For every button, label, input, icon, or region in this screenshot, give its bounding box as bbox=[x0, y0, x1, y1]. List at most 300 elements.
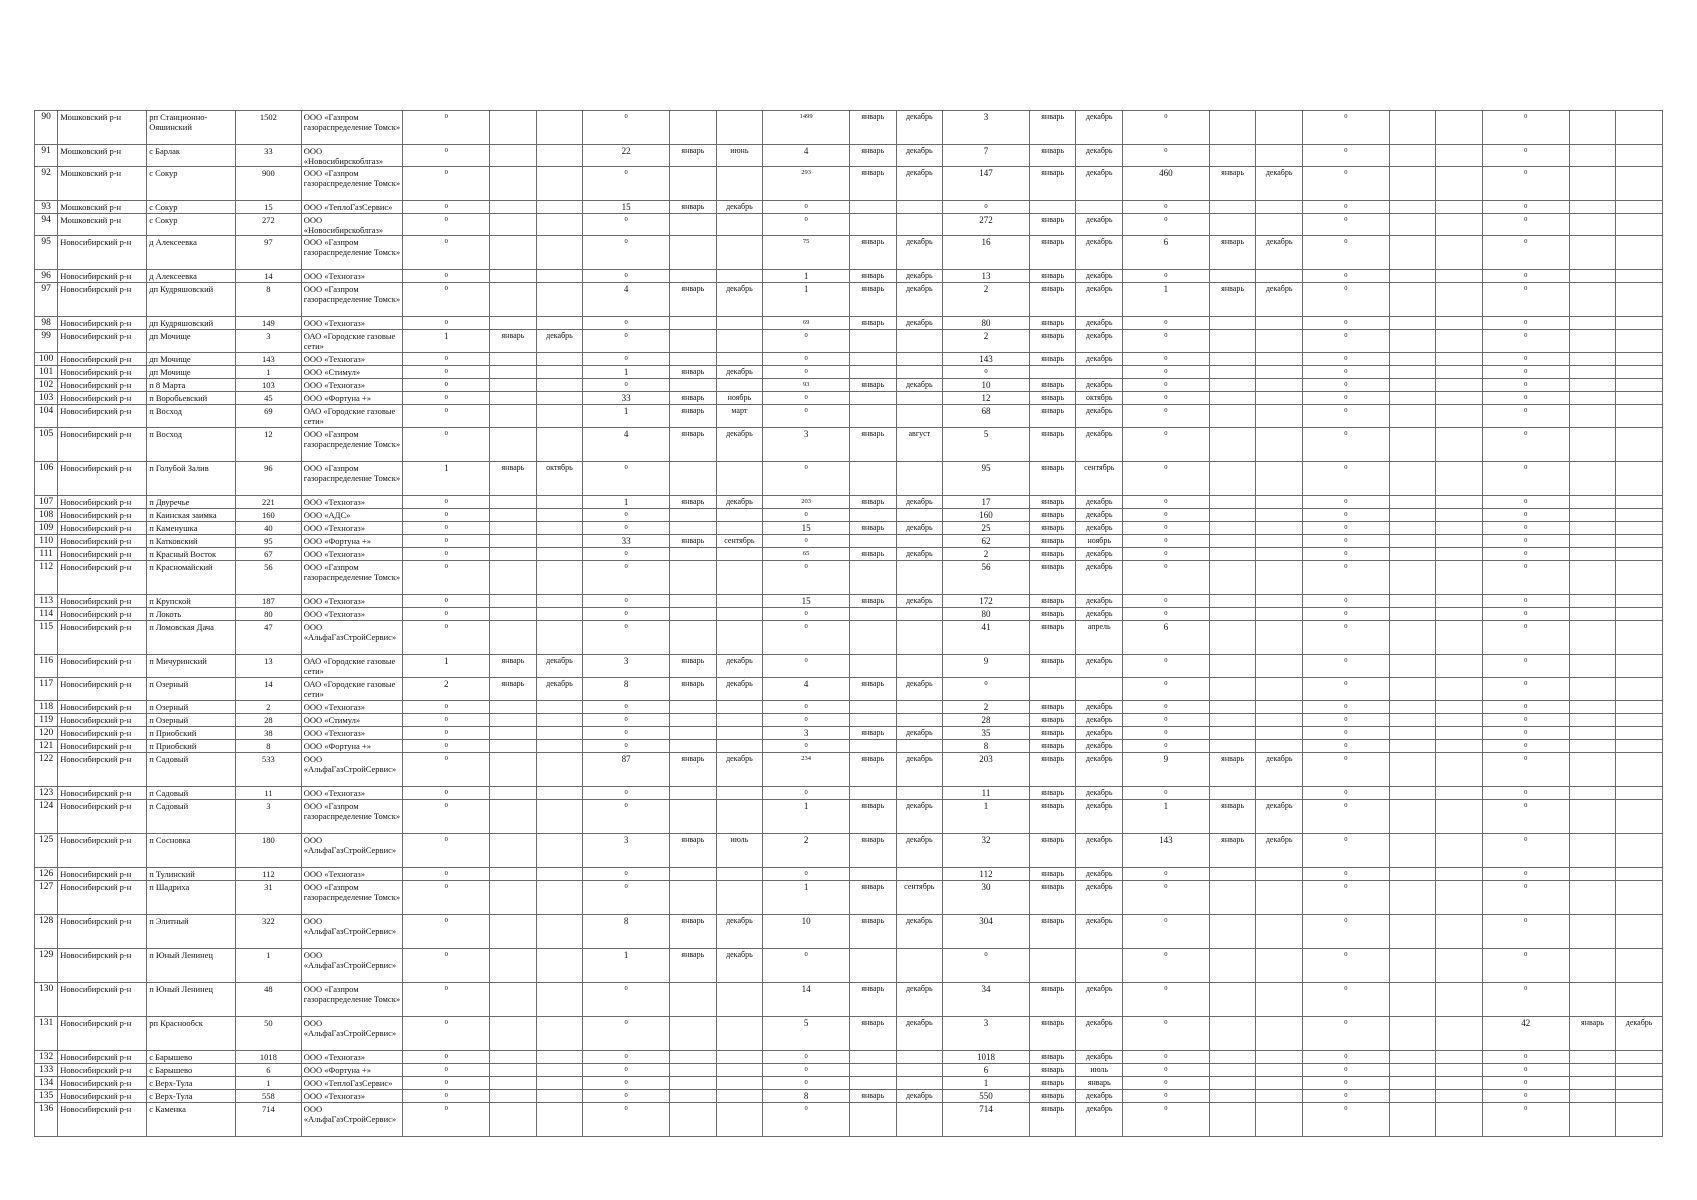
quantity-cell: 1 bbox=[236, 949, 302, 983]
group-1-start-month bbox=[490, 548, 537, 561]
group-2-start-month: январь bbox=[670, 428, 717, 462]
district-cell: Новосибирский р-н bbox=[58, 522, 147, 535]
group-2-end-month bbox=[716, 330, 763, 353]
group-4-value: 68 bbox=[943, 405, 1030, 428]
group-3-start-month bbox=[849, 621, 896, 655]
settlement-cell: рп Станционно-Ояшинский bbox=[147, 111, 236, 145]
group-2-start-month bbox=[670, 548, 717, 561]
group-4-end-month: декабрь bbox=[1076, 428, 1123, 462]
group-6-start-month bbox=[1389, 167, 1436, 201]
row-number: 104 bbox=[35, 405, 58, 428]
group-1-start-month: январь bbox=[490, 678, 537, 701]
group-1-start-month bbox=[490, 753, 537, 787]
group-5-value: 0 bbox=[1123, 608, 1210, 621]
group-6-start-month bbox=[1389, 1051, 1436, 1064]
group-4-end-month: январь bbox=[1076, 1077, 1123, 1090]
group-5-value: 0 bbox=[1123, 983, 1210, 1017]
district-cell: Новосибирский р-н bbox=[58, 1064, 147, 1077]
group-2-value: 33 bbox=[583, 535, 670, 548]
group-5-value: 0 bbox=[1123, 1103, 1210, 1137]
table-row bbox=[35, 727, 1663, 740]
group-2-end-month: июль bbox=[716, 834, 763, 868]
group-5-end-month bbox=[1256, 595, 1303, 608]
group-7-value: 0 bbox=[1482, 330, 1569, 353]
group-7-value: 0 bbox=[1482, 548, 1569, 561]
settlement-cell: п Сосновка bbox=[147, 834, 236, 868]
group-7-end-month bbox=[1616, 800, 1663, 834]
group-2-end-month bbox=[716, 561, 763, 595]
group-5-value: 0 bbox=[1123, 787, 1210, 800]
group-5-end-month: декабрь bbox=[1256, 283, 1303, 317]
group-3-start-month bbox=[849, 535, 896, 548]
group-1-start-month bbox=[490, 353, 537, 366]
group-6-start-month bbox=[1389, 800, 1436, 834]
group-7-end-month bbox=[1616, 111, 1663, 145]
group-7-end-month bbox=[1616, 392, 1663, 405]
group-7-start-month bbox=[1569, 522, 1616, 535]
group-5-end-month bbox=[1256, 522, 1303, 535]
group-7-value: 0 bbox=[1482, 740, 1569, 753]
group-7-end-month bbox=[1616, 655, 1663, 678]
group-6-start-month bbox=[1389, 509, 1436, 522]
group-2-value: 8 bbox=[583, 678, 670, 701]
group-4-end-month: декабрь bbox=[1076, 595, 1123, 608]
group-6-value: 0 bbox=[1302, 800, 1389, 834]
organization-cell: ООО «Техногаз» bbox=[301, 595, 403, 608]
group-6-end-month bbox=[1436, 522, 1483, 535]
group-5-value: 0 bbox=[1123, 561, 1210, 595]
settlement-cell: п Красный Восток bbox=[147, 548, 236, 561]
group-3-start-month bbox=[849, 1051, 896, 1064]
quantity-cell: 45 bbox=[236, 392, 302, 405]
district-cell: Новосибирский р-н bbox=[58, 1077, 147, 1090]
group-7-end-month bbox=[1616, 1077, 1663, 1090]
row-number: 120 bbox=[35, 727, 58, 740]
group-5-end-month bbox=[1256, 621, 1303, 655]
district-cell: Новосибирский р-н bbox=[58, 496, 147, 509]
group-7-end-month: декабрь bbox=[1616, 1017, 1663, 1051]
group-7-value: 0 bbox=[1482, 111, 1569, 145]
district-cell: Мошковский р-н bbox=[58, 201, 147, 214]
group-1-start-month bbox=[490, 727, 537, 740]
group-1-end-month bbox=[536, 145, 583, 167]
group-4-start-month bbox=[1029, 949, 1076, 983]
group-3-start-month bbox=[849, 714, 896, 727]
group-2-start-month: январь bbox=[670, 535, 717, 548]
group-1-start-month bbox=[490, 201, 537, 214]
table-row bbox=[35, 753, 1663, 787]
group-7-start-month bbox=[1569, 621, 1616, 655]
organization-cell: ООО «Газпром газораспределение Томск» bbox=[301, 983, 403, 1017]
group-2-value: 0 bbox=[583, 701, 670, 714]
group-5-start-month bbox=[1209, 379, 1256, 392]
group-7-start-month bbox=[1569, 405, 1616, 428]
table-row bbox=[35, 496, 1663, 509]
group-1-end-month bbox=[536, 236, 583, 270]
group-4-start-month: январь bbox=[1029, 561, 1076, 595]
group-7-end-month bbox=[1616, 379, 1663, 392]
group-6-start-month bbox=[1389, 655, 1436, 678]
quantity-cell: 8 bbox=[236, 740, 302, 753]
group-4-value: 3 bbox=[943, 1017, 1030, 1051]
group-2-end-month bbox=[716, 701, 763, 714]
row-number: 111 bbox=[35, 548, 58, 561]
group-3-value: 0 bbox=[763, 214, 850, 236]
group-5-start-month bbox=[1209, 509, 1256, 522]
group-1-end-month bbox=[536, 392, 583, 405]
group-1-start-month bbox=[490, 608, 537, 621]
group-3-value: 0 bbox=[763, 509, 850, 522]
group-2-value: 1 bbox=[583, 496, 670, 509]
district-cell: Новосибирский р-н bbox=[58, 701, 147, 714]
group-5-end-month bbox=[1256, 496, 1303, 509]
group-2-value: 0 bbox=[583, 714, 670, 727]
settlement-cell: п Озерный bbox=[147, 714, 236, 727]
group-3-end-month bbox=[896, 366, 943, 379]
group-1-value: 0 bbox=[403, 881, 490, 915]
group-4-start-month: январь bbox=[1029, 496, 1076, 509]
group-4-value: 30 bbox=[943, 881, 1030, 915]
group-3-value: 0 bbox=[763, 655, 850, 678]
group-5-value: 0 bbox=[1123, 270, 1210, 283]
group-4-end-month bbox=[1076, 678, 1123, 701]
group-2-value: 0 bbox=[583, 881, 670, 915]
group-7-end-month bbox=[1616, 621, 1663, 655]
group-3-value: 0 bbox=[763, 714, 850, 727]
group-6-end-month bbox=[1436, 561, 1483, 595]
group-6-end-month bbox=[1436, 428, 1483, 462]
group-6-value: 0 bbox=[1302, 236, 1389, 270]
quantity-cell: 714 bbox=[236, 1103, 302, 1137]
district-cell: Новосибирский р-н bbox=[58, 868, 147, 881]
group-2-value: 0 bbox=[583, 1051, 670, 1064]
group-6-value: 0 bbox=[1302, 881, 1389, 915]
group-7-end-month bbox=[1616, 740, 1663, 753]
group-5-value: 0 bbox=[1123, 949, 1210, 983]
group-1-start-month bbox=[490, 236, 537, 270]
group-4-end-month: декабрь bbox=[1076, 655, 1123, 678]
group-1-value: 0 bbox=[403, 496, 490, 509]
group-7-start-month bbox=[1569, 983, 1616, 1017]
group-4-value: 3 bbox=[943, 111, 1030, 145]
group-3-value: 5 bbox=[763, 1017, 850, 1051]
group-6-value: 0 bbox=[1302, 548, 1389, 561]
group-4-end-month: декабрь bbox=[1076, 1103, 1123, 1137]
group-4-end-month: декабрь bbox=[1076, 753, 1123, 787]
quantity-cell: 180 bbox=[236, 834, 302, 868]
group-3-end-month bbox=[896, 655, 943, 678]
group-3-value: 0 bbox=[763, 1064, 850, 1077]
quantity-cell: 149 bbox=[236, 317, 302, 330]
group-3-end-month bbox=[896, 405, 943, 428]
group-6-end-month bbox=[1436, 330, 1483, 353]
group-6-start-month bbox=[1389, 868, 1436, 881]
group-4-value: 172 bbox=[943, 595, 1030, 608]
group-1-end-month bbox=[536, 1051, 583, 1064]
group-4-start-month: январь bbox=[1029, 753, 1076, 787]
settlement-cell: п Воробьевский bbox=[147, 392, 236, 405]
group-6-start-month bbox=[1389, 727, 1436, 740]
group-7-end-month bbox=[1616, 462, 1663, 496]
settlement-cell: п Каинская заимка bbox=[147, 509, 236, 522]
group-5-value: 0 bbox=[1123, 740, 1210, 753]
group-5-start-month bbox=[1209, 111, 1256, 145]
group-6-start-month bbox=[1389, 1064, 1436, 1077]
group-3-end-month: декабрь bbox=[896, 522, 943, 535]
group-4-start-month: январь bbox=[1029, 1090, 1076, 1103]
group-5-end-month bbox=[1256, 1064, 1303, 1077]
group-7-value: 0 bbox=[1482, 522, 1569, 535]
group-5-value: 0 bbox=[1123, 701, 1210, 714]
group-6-value: 0 bbox=[1302, 167, 1389, 201]
table-row bbox=[35, 270, 1663, 283]
group-3-end-month: декабрь bbox=[896, 283, 943, 317]
group-2-end-month bbox=[716, 983, 763, 1017]
organization-cell: ООО «Газпром газораспределение Томск» bbox=[301, 462, 403, 496]
group-1-value: 0 bbox=[403, 317, 490, 330]
row-number: 91 bbox=[35, 145, 58, 167]
group-1-start-month bbox=[490, 701, 537, 714]
group-2-end-month: декабрь bbox=[716, 655, 763, 678]
group-7-end-month bbox=[1616, 428, 1663, 462]
quantity-cell: 28 bbox=[236, 714, 302, 727]
row-number: 102 bbox=[35, 379, 58, 392]
group-1-value: 2 bbox=[403, 678, 490, 701]
group-5-start-month bbox=[1209, 561, 1256, 595]
group-3-end-month bbox=[896, 330, 943, 353]
group-4-end-month bbox=[1076, 949, 1123, 983]
quantity-cell: 97 bbox=[236, 236, 302, 270]
quantity-cell: 48 bbox=[236, 983, 302, 1017]
group-3-end-month: декабрь bbox=[896, 727, 943, 740]
group-3-start-month: январь bbox=[849, 915, 896, 949]
group-7-start-month bbox=[1569, 236, 1616, 270]
table-row bbox=[35, 145, 1663, 167]
group-4-start-month: январь bbox=[1029, 167, 1076, 201]
table-row bbox=[35, 1077, 1663, 1090]
group-3-start-month bbox=[849, 392, 896, 405]
quantity-cell: 67 bbox=[236, 548, 302, 561]
district-cell: Новосибирский р-н bbox=[58, 317, 147, 330]
group-2-start-month bbox=[670, 111, 717, 145]
group-6-value: 0 bbox=[1302, 522, 1389, 535]
group-7-value: 0 bbox=[1482, 949, 1569, 983]
group-4-start-month: январь bbox=[1029, 714, 1076, 727]
group-1-end-month bbox=[536, 701, 583, 714]
group-1-end-month bbox=[536, 167, 583, 201]
group-1-value: 0 bbox=[403, 621, 490, 655]
group-1-end-month bbox=[536, 201, 583, 214]
group-6-end-month bbox=[1436, 496, 1483, 509]
table-row bbox=[35, 881, 1663, 915]
group-7-value: 0 bbox=[1482, 1051, 1569, 1064]
group-4-value: 13 bbox=[943, 270, 1030, 283]
group-7-value: 0 bbox=[1482, 561, 1569, 595]
group-6-value: 0 bbox=[1302, 366, 1389, 379]
group-2-end-month bbox=[716, 595, 763, 608]
group-3-start-month bbox=[849, 353, 896, 366]
group-7-end-month bbox=[1616, 915, 1663, 949]
group-6-end-month bbox=[1436, 201, 1483, 214]
group-3-start-month bbox=[849, 561, 896, 595]
table-row bbox=[35, 1064, 1663, 1077]
group-7-start-month bbox=[1569, 1103, 1616, 1137]
group-4-end-month: декабрь bbox=[1076, 145, 1123, 167]
group-1-end-month bbox=[536, 800, 583, 834]
group-2-value: 0 bbox=[583, 317, 670, 330]
group-2-start-month bbox=[670, 787, 717, 800]
group-6-start-month bbox=[1389, 111, 1436, 145]
group-5-start-month bbox=[1209, 366, 1256, 379]
group-7-start-month bbox=[1569, 714, 1616, 727]
district-cell: Новосибирский р-н bbox=[58, 548, 147, 561]
group-6-start-month bbox=[1389, 1017, 1436, 1051]
district-cell: Новосибирский р-н bbox=[58, 392, 147, 405]
group-2-start-month bbox=[670, 353, 717, 366]
group-7-start-month bbox=[1569, 881, 1616, 915]
group-3-end-month bbox=[896, 714, 943, 727]
group-6-end-month bbox=[1436, 366, 1483, 379]
settlement-cell: с Каменка bbox=[147, 1103, 236, 1137]
group-7-end-month bbox=[1616, 753, 1663, 787]
organization-cell: ООО «АльфаГазСтройСервис» bbox=[301, 834, 403, 868]
group-2-value: 0 bbox=[583, 727, 670, 740]
group-1-start-month bbox=[490, 621, 537, 655]
group-4-end-month: декабрь bbox=[1076, 330, 1123, 353]
settlement-cell: с Верх-Тула bbox=[147, 1090, 236, 1103]
group-2-end-month bbox=[716, 727, 763, 740]
row-number: 108 bbox=[35, 509, 58, 522]
group-1-end-month bbox=[536, 317, 583, 330]
group-2-start-month: январь bbox=[670, 949, 717, 983]
group-1-start-month bbox=[490, 595, 537, 608]
group-3-end-month bbox=[896, 353, 943, 366]
group-3-start-month: январь bbox=[849, 983, 896, 1017]
group-5-value: 0 bbox=[1123, 1017, 1210, 1051]
group-5-end-month bbox=[1256, 727, 1303, 740]
group-6-start-month bbox=[1389, 621, 1436, 655]
group-4-value: 41 bbox=[943, 621, 1030, 655]
group-6-value: 0 bbox=[1302, 145, 1389, 167]
quantity-cell: 3 bbox=[236, 800, 302, 834]
group-3-start-month bbox=[849, 1064, 896, 1077]
group-2-start-month bbox=[670, 1103, 717, 1137]
group-1-end-month bbox=[536, 1017, 583, 1051]
group-6-start-month bbox=[1389, 548, 1436, 561]
group-6-value: 0 bbox=[1302, 983, 1389, 1017]
group-1-end-month bbox=[536, 915, 583, 949]
group-2-start-month bbox=[670, 983, 717, 1017]
group-5-value: 0 bbox=[1123, 548, 1210, 561]
group-3-value: 1 bbox=[763, 800, 850, 834]
organization-cell: ООО «Техногаз» bbox=[301, 868, 403, 881]
group-5-start-month bbox=[1209, 496, 1256, 509]
settlement-cell: с Сокур bbox=[147, 167, 236, 201]
district-cell: Новосибирский р-н bbox=[58, 983, 147, 1017]
group-5-end-month bbox=[1256, 201, 1303, 214]
group-5-value: 0 bbox=[1123, 535, 1210, 548]
group-4-value: 32 bbox=[943, 834, 1030, 868]
group-3-start-month: январь bbox=[849, 800, 896, 834]
group-3-end-month: декабрь bbox=[896, 111, 943, 145]
group-4-end-month: декабрь bbox=[1076, 1017, 1123, 1051]
group-5-start-month bbox=[1209, 405, 1256, 428]
quantity-cell: 187 bbox=[236, 595, 302, 608]
group-2-value: 1 bbox=[583, 405, 670, 428]
group-3-start-month bbox=[849, 214, 896, 236]
group-4-value: 550 bbox=[943, 1090, 1030, 1103]
district-cell: Новосибирский р-н bbox=[58, 366, 147, 379]
organization-cell: ООО «Газпром газораспределение Томск» bbox=[301, 800, 403, 834]
group-1-start-month bbox=[490, 283, 537, 317]
group-5-start-month bbox=[1209, 740, 1256, 753]
group-3-end-month bbox=[896, 214, 943, 236]
group-7-start-month bbox=[1569, 1064, 1616, 1077]
group-7-start-month bbox=[1569, 283, 1616, 317]
group-4-start-month: январь bbox=[1029, 608, 1076, 621]
group-6-value: 0 bbox=[1302, 1077, 1389, 1090]
group-5-start-month bbox=[1209, 915, 1256, 949]
quantity-cell: 15 bbox=[236, 201, 302, 214]
group-4-start-month: январь bbox=[1029, 353, 1076, 366]
group-5-end-month: декабрь bbox=[1256, 753, 1303, 787]
quantity-cell: 112 bbox=[236, 868, 302, 881]
district-cell: Мошковский р-н bbox=[58, 167, 147, 201]
group-3-end-month: декабрь bbox=[896, 145, 943, 167]
group-3-value: 0 bbox=[763, 608, 850, 621]
group-2-value: 1 bbox=[583, 949, 670, 983]
group-3-end-month: декабрь bbox=[896, 548, 943, 561]
group-4-value: 2 bbox=[943, 283, 1030, 317]
group-5-start-month bbox=[1209, 462, 1256, 496]
group-6-value: 0 bbox=[1302, 330, 1389, 353]
organization-cell: ООО «АльфаГазСтройСервис» bbox=[301, 1103, 403, 1137]
table-row bbox=[35, 330, 1663, 353]
group-5-start-month bbox=[1209, 1090, 1256, 1103]
group-7-start-month: январь bbox=[1569, 1017, 1616, 1051]
table-row bbox=[35, 353, 1663, 366]
group-7-value: 0 bbox=[1482, 1077, 1569, 1090]
group-4-value: 35 bbox=[943, 727, 1030, 740]
group-5-start-month: январь bbox=[1209, 753, 1256, 787]
group-1-end-month bbox=[536, 868, 583, 881]
group-3-end-month bbox=[896, 561, 943, 595]
group-7-start-month bbox=[1569, 214, 1616, 236]
group-2-start-month bbox=[670, 1051, 717, 1064]
group-4-start-month: январь bbox=[1029, 462, 1076, 496]
group-4-value: 272 bbox=[943, 214, 1030, 236]
group-3-end-month bbox=[896, 949, 943, 983]
row-number: 124 bbox=[35, 800, 58, 834]
group-5-start-month bbox=[1209, 317, 1256, 330]
group-5-value: 0 bbox=[1123, 522, 1210, 535]
group-3-start-month bbox=[849, 608, 896, 621]
group-2-end-month: март bbox=[716, 405, 763, 428]
group-1-value: 0 bbox=[403, 1064, 490, 1077]
district-cell: Новосибирский р-н bbox=[58, 353, 147, 366]
group-4-start-month: январь bbox=[1029, 317, 1076, 330]
district-cell: Мошковский р-н bbox=[58, 111, 147, 145]
settlement-cell: п Крупской bbox=[147, 595, 236, 608]
group-6-end-month bbox=[1436, 868, 1483, 881]
group-3-end-month bbox=[896, 535, 943, 548]
group-4-end-month: декабрь bbox=[1076, 608, 1123, 621]
group-5-value: 0 bbox=[1123, 111, 1210, 145]
data-sheet bbox=[34, 110, 1663, 1137]
group-7-end-month bbox=[1616, 608, 1663, 621]
group-4-start-month: январь bbox=[1029, 111, 1076, 145]
group-1-start-month bbox=[490, 1090, 537, 1103]
